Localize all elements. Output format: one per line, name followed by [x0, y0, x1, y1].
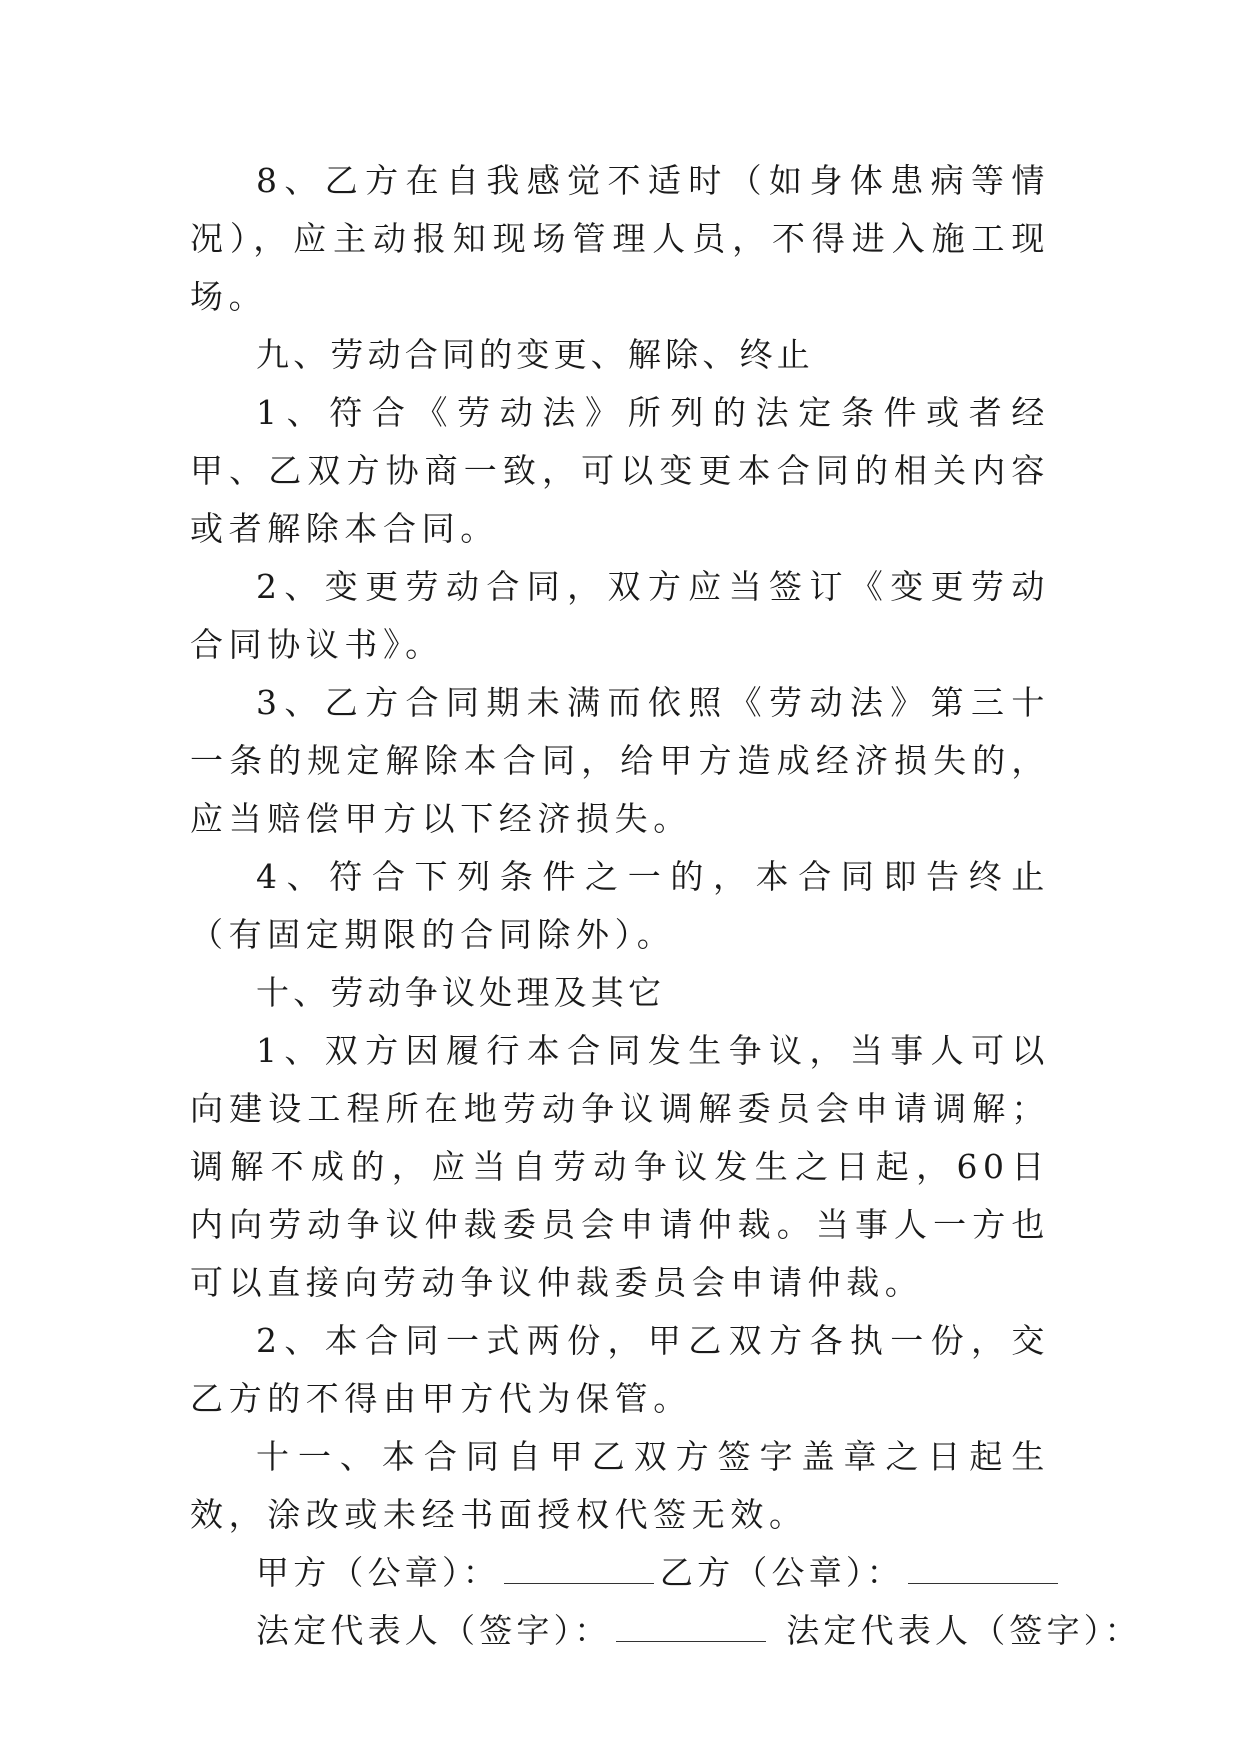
clause-10-2-copies: 2、本合同一式两份，甲乙双方各执一份，交乙方的不得由甲方代为保管。 — [190, 1321, 1050, 1418]
clause-9-1-modification: 1、符合《劳动法》所列的法定条件或者经甲、乙双方协商一致，可以变更本合同的相关内容或者解除本合同。 — [190, 393, 1050, 548]
clause-9-3-compensation: 3、乙方合同期未满而依照《劳动法》第三十一条的规定解除本合同，给甲方造成经济损失的，应当赔偿甲方以下经济损失。 — [190, 683, 1050, 838]
clause-9-4-termination: 4、符合下列条件之一的，本合同即告终止（有固定期限的合同除外）。 — [190, 857, 1050, 954]
section-9-heading: 九、劳动合同的变更、解除、终止 — [256, 335, 814, 374]
section-11-effective: 十一、本合同自甲乙双方签字盖章之日起生效，涂改或未经书面授权代签无效。 — [190, 1437, 1050, 1534]
section-10-heading: 十、劳动争议处理及其它 — [256, 973, 666, 1012]
seal-row — [190, 1544, 1050, 1602]
party-a-seal-blank — [504, 1553, 654, 1584]
party-a-seal-label: 甲方（公章）： — [256, 1553, 500, 1592]
contract-body — [190, 152, 1142, 1660]
party-a-rep-label: 法定代表人（签字）： — [256, 1611, 612, 1650]
clause-8-illness-report: 8、乙方在自我感觉不适时（如身体患病等情况），应主动报知现场管理人员，不得进入施工现场。 — [190, 161, 1050, 316]
party-b-seal-blank — [908, 1553, 1058, 1584]
representative-row — [190, 1602, 1142, 1660]
party-b-rep-label: 法定代表人（签字）： — [786, 1611, 1142, 1650]
clause-10-1-dispute: 1、双方因履行本合同发生争议，当事人可以向建设工程所在地劳动争议调解委员会申请调解；调解不成的，应当自劳动争议发生之日起，60日内向劳动争议仲裁委员会申请仲裁。当事人一方也可以直接向劳动争议仲裁委员会申请仲裁。 — [190, 1031, 1050, 1302]
clause-9-2-agreement: 2、变更劳动合同，双方应当签订《变更劳动合同协议书》。 — [190, 567, 1050, 664]
party-a-rep-blank — [616, 1611, 766, 1642]
party-b-seal-label: 乙方（公章）： — [659, 1553, 904, 1592]
